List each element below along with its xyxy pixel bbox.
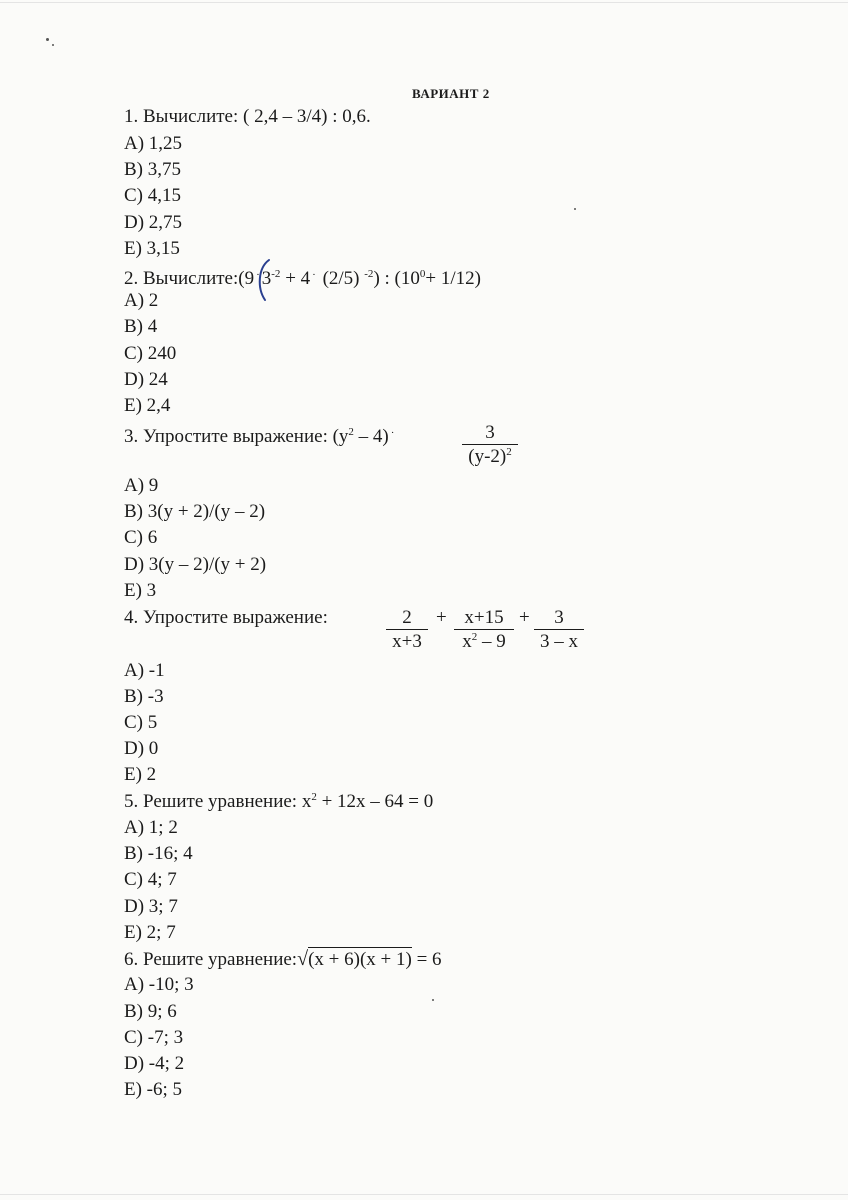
pen-bracket-mark [256, 258, 272, 302]
q3-exp: 2 [348, 426, 354, 438]
q4-f1-denominator: x+3 [392, 631, 422, 652]
q6-option-a: A) -10; 3 [124, 974, 194, 995]
q5-option-d: D) 3; 7 [124, 896, 178, 917]
q4-f2-den-exp: 2 [471, 631, 478, 643]
q4-f3-denominator: 3 – x [540, 631, 578, 652]
q6-label: 6. Решите уравнение: [124, 949, 298, 970]
q4-option-a: A) -1 [124, 660, 165, 681]
q5-option-a: A) 1; 2 [124, 817, 178, 838]
q2-option-a: A) 2 [124, 290, 159, 311]
scan-speck [52, 44, 54, 46]
q5-rest: + 12x – 64 = 0 [316, 791, 434, 812]
q3-den-exp: 2 [506, 446, 512, 458]
q3-fraction-denominator [462, 445, 518, 468]
q3-rest: – 4) [353, 426, 389, 447]
q4-f2-den-rest: – 9 [477, 631, 506, 652]
q3-label: 3. Упростите выражение: (у [124, 426, 349, 447]
q4-op-1: + [436, 607, 447, 628]
multiply-dot: · [390, 427, 395, 439]
q4-f2-denominator [454, 630, 514, 653]
q4-option-d: D) 0 [124, 738, 159, 759]
q4-f2-den-base: x [462, 631, 472, 652]
q2-exp-a: -2 [271, 268, 281, 280]
q4-option-e: E) 2 [124, 764, 157, 785]
q1-option-d: D) 2,75 [124, 212, 183, 233]
q2-expr-b: + 4 [280, 268, 311, 289]
q4-fraction-3 [534, 607, 584, 653]
q4-f1-numerator: 2 [386, 607, 428, 630]
multiply-dot: · [312, 269, 316, 281]
q4-f3-numerator: 3 [534, 607, 584, 630]
q3-stem [124, 422, 396, 448]
q3-fraction [462, 422, 518, 468]
q5-option-b: B) -16; 4 [124, 843, 193, 864]
q4-op-2: + [519, 607, 530, 628]
q3-den-base: (у-2) [468, 446, 507, 467]
multiply-dot: · [256, 269, 260, 281]
q2-expr-e: + 1/12) [425, 268, 481, 289]
q2-exp-d: 0 [419, 268, 426, 280]
q3-option-e: E) 3 [124, 580, 157, 601]
scan-speck [574, 208, 576, 210]
q1-option-b: B) 3,75 [124, 159, 181, 180]
q6-option-b: B) 9; 6 [124, 1001, 177, 1022]
q1-stem: 1. Вычислите: ( 2,4 – 3/4) : 0,6. [124, 106, 371, 127]
q5-option-e: E) 2; 7 [124, 922, 176, 943]
q4-f2-numerator: x+15 [454, 607, 514, 630]
q5-exp: 2 [311, 791, 317, 803]
q2-label: 2. Вычислите: [124, 268, 239, 289]
q4-fraction-1 [386, 607, 428, 653]
q2-base-a: 3 [261, 268, 272, 289]
variant-title: ВАРИАНТ 2 [412, 86, 490, 101]
q6-option-c: C) -7; 3 [124, 1027, 184, 1048]
q2-expr-a: (9 [238, 268, 255, 289]
q2-expr-d: ) : (10 [373, 268, 420, 289]
scan-edge-bottom [0, 1194, 848, 1195]
q2-exp-c: -2 [364, 268, 374, 280]
q3-fraction-numerator: 3 [462, 422, 518, 445]
q6-option-e: E) -6; 5 [124, 1079, 183, 1100]
q6-radicand: (x + 6)(x + 1) [308, 949, 412, 970]
q3-option-b: B) 3(у + 2)/(у – 2) [124, 501, 266, 522]
q5-option-c: C) 4; 7 [124, 869, 177, 890]
q5-stem [124, 791, 433, 813]
sqrt-sign: √ [297, 948, 309, 970]
q6-rest: = 6 [411, 949, 442, 970]
q4-stem: 4. Упростите выражение: [124, 607, 328, 628]
q1-option-c: C) 4,15 [124, 185, 181, 206]
q2-option-d: D) 24 [124, 369, 168, 390]
q5-label: 5. Решите уравнение: x [124, 791, 312, 812]
q1-option-a: A) 1,25 [124, 133, 183, 154]
q1-option-e: E) 3,15 [124, 238, 180, 259]
q4-option-b: B) -3 [124, 686, 164, 707]
q3-option-a: A) 9 [124, 475, 159, 496]
q3-option-c: C) 6 [124, 527, 158, 548]
scan-speck [432, 999, 434, 1001]
q6-stem [124, 948, 442, 971]
q2-option-e: E) 2,4 [124, 395, 171, 416]
q3-option-d: D) 3(у – 2)/(у + 2) [124, 554, 267, 575]
q2-option-b: B) 4 [124, 316, 158, 337]
q2-stem [124, 264, 481, 290]
q6-option-d: D) -4; 2 [124, 1053, 185, 1074]
q4-option-c: C) 5 [124, 712, 158, 733]
q2-option-c: C) 240 [124, 343, 177, 364]
scan-edge-top [0, 2, 848, 3]
q4-fraction-2 [454, 607, 514, 653]
scan-speck [46, 38, 49, 41]
q2-expr-c: (2/5) [317, 268, 365, 289]
